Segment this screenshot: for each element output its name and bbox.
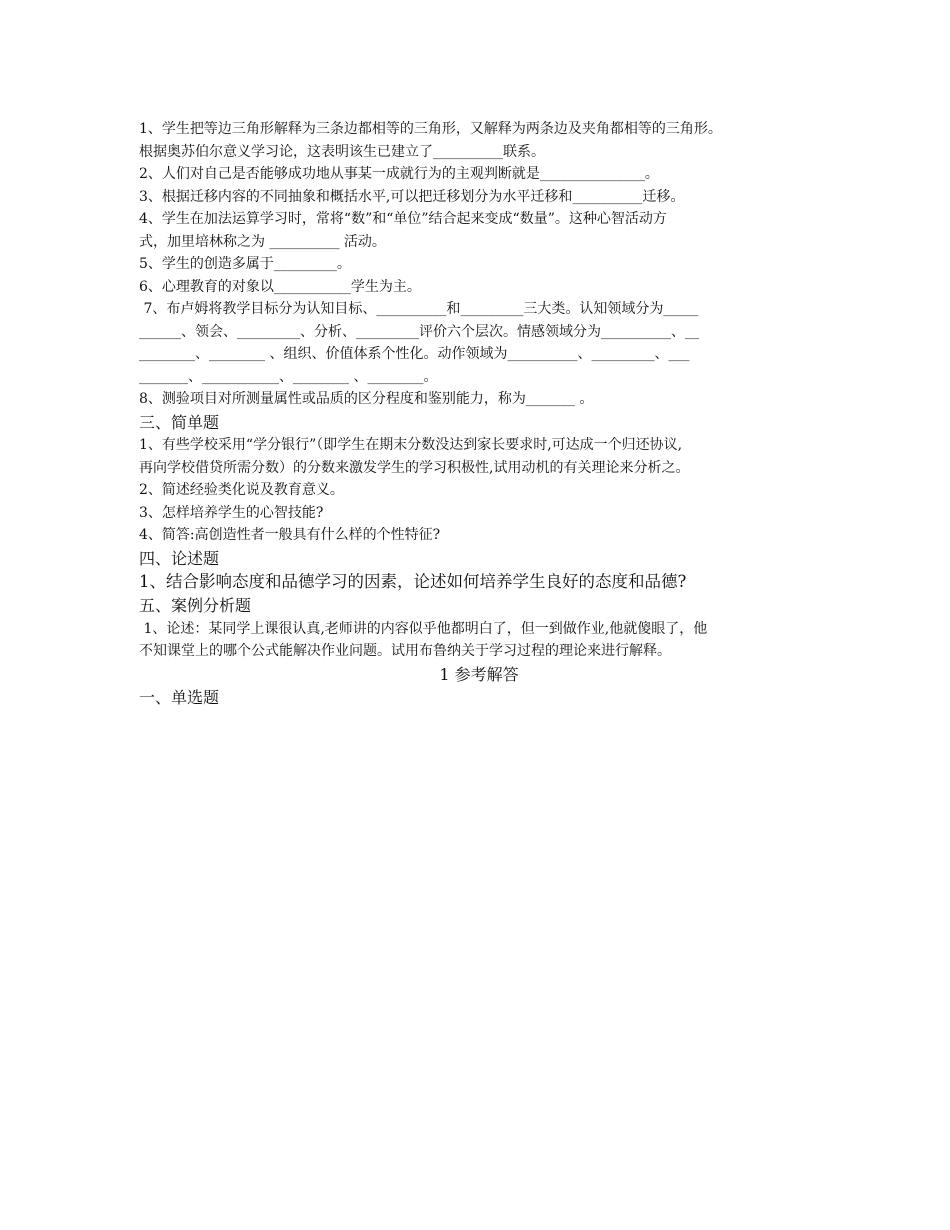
case-analysis-q1-line2: 不知课堂上的哪个公式能解决作业问题。试用布鲁纳关于学习过程的理论来进行解释。 <box>139 643 671 659</box>
fill-in-q3: 3、根据迁移内容的不同抽象和概括水平,可以把迁移划分为水平迁移和__________迁移。 <box>139 188 685 205</box>
short-answer-q1-line2: 再向学校借贷所需分数）的分数来激发学生的学习积极性,试用动机的有关理论来分析之。 <box>139 459 690 476</box>
section-heading-case-analysis: 五、案例分析题 <box>139 596 252 615</box>
fill-in-q7-line2: ______、领会、_________、分析、_________评价六个层次。情感领域分为__________、__ <box>139 323 699 340</box>
short-answer-q1-line1: 1、有些学校采用“学分银行”（即学生在期末分数没达到家长要求时,可达成一个归还协议, <box>139 437 683 453</box>
case-analysis-q1-line1: 1、论述：某同学上课很认真,老师讲的内容似乎他都明白了，但一到做作业,他就傻眼了，他 <box>139 620 708 637</box>
fill-in-q7-line1: 7、布卢姆将教学目标分为认知目标、__________和_________三大类。认知领域分为_____ <box>139 301 699 317</box>
essay-q1: 1、结合影响态度和品德学习的因素，论述如何培养学生良好的态度和品德? <box>139 572 687 591</box>
section-heading-short-answer: 三、简单题 <box>139 412 220 432</box>
fill-in-q1-line1: 1、学生把等边三角形解释为三条边都相等的三角形，又解释为两条边及夹角都相等的三角形。 <box>139 121 722 137</box>
short-answer-q3: 3、怎样培养学生的心智技能? <box>139 504 324 521</box>
fill-in-q6: 6、心理教育的对象以___________学生为主。 <box>139 278 421 295</box>
fill-in-q7-line3: ________、________ 、组织、价值体系个性化。动作领域为__________、_________、___ <box>139 346 690 362</box>
fill-in-q4-line2: 式，加里培林称之为 __________ 活动。 <box>139 233 386 250</box>
fill-in-q7-line4: _______、___________、________ 、________。 <box>139 368 438 385</box>
fill-in-q5: 5、学生的创造多属于_________。 <box>139 256 351 272</box>
document-page <box>139 118 819 710</box>
fill-in-q4-line1: 4、学生在加法运算学习时，常将“数”和“单位”结合起来变成“数量”。这种心智活动方 <box>139 211 667 227</box>
fill-in-q2: 2、人们对自己是否能够成功地从事某一成就行为的主观判断就是_______________。 <box>139 166 659 182</box>
fill-in-q1-line2: 根据奥苏伯尔意义学习论，这表明该生已建立了__________联系。 <box>139 143 545 160</box>
short-answer-q2: 2、简述经验类化说及教育意义。 <box>139 482 344 498</box>
section-heading-essay: 四、论述题 <box>139 548 220 568</box>
short-answer-q4: 4、简答:高创造性者一般具有什么样的个性特征? <box>139 527 441 543</box>
fill-in-q8: 8、测验项目对所测量属性或品质的区分程度和鉴别能力，称为_______ 。 <box>139 391 594 407</box>
answers-title: 1 参考解答 <box>439 664 519 684</box>
answers-section-single-choice: 一、单选题 <box>139 688 220 707</box>
